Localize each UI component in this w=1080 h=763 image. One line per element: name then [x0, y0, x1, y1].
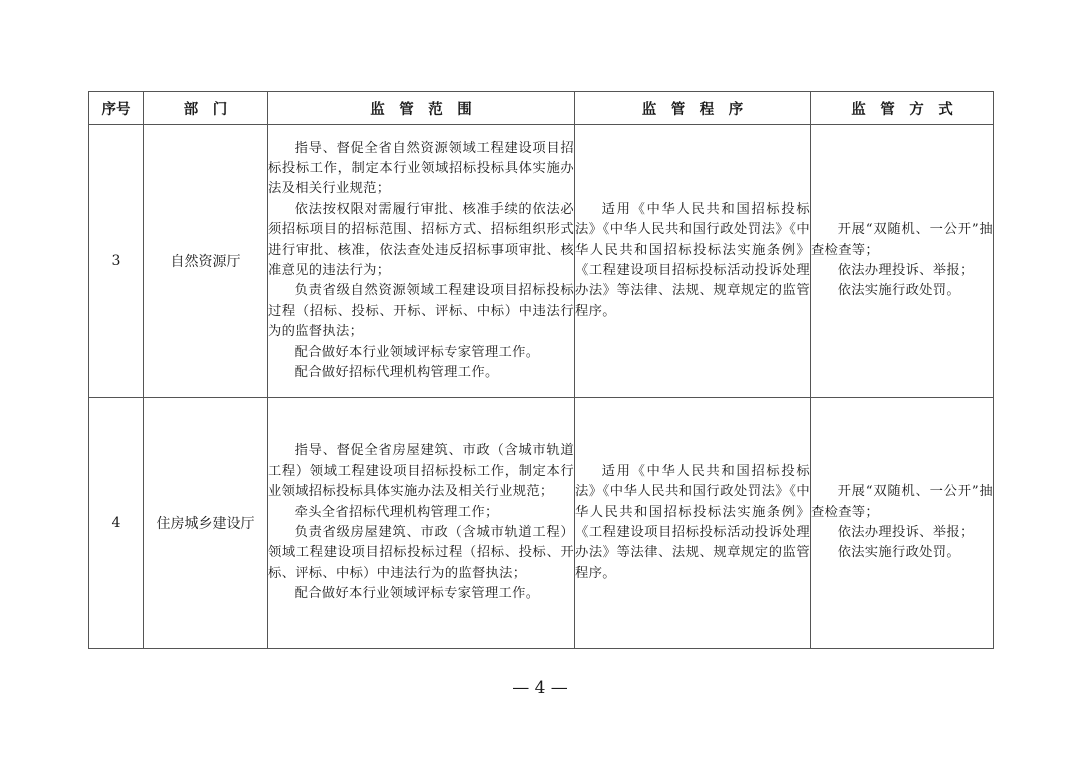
table-row [89, 398, 994, 649]
scope-item: 配合做好本行业领域评标专家管理工作。 [294, 344, 540, 360]
header-row [89, 92, 994, 125]
row-scope [268, 125, 575, 398]
scope-item: 指导、督促全省自然资源领域工程建设项目招标投标工作，制定本行业领域招标投标具体实施办法及相关行业规范； [268, 140, 574, 197]
scope-item: 负责省级自然资源领域工程建设项目招标投标过程（招标、投标、开标、评标、中标）中违法行为的监督执法； [268, 283, 574, 340]
row-method [811, 398, 994, 649]
procedure-text: 适用《中华人民共和国招标投标法》《中华人民共和国行政处罚法》《中华人民共和国招标投标法实施条例》《工程建设项目招标投标活动投诉处理办法》等法律、法规、规章规定的监管程序。 [575, 463, 810, 581]
row-scope [268, 398, 575, 649]
row-method [811, 125, 994, 398]
method-item: 开展“双随机、一公开”抽查检查等； [811, 484, 993, 520]
method-item: 依法办理投诉、举报； [837, 525, 974, 540]
header-method: 监 管 方 式 [811, 92, 994, 125]
scope-item: 配合做好招标代理机构管理工作。 [294, 365, 499, 381]
scope-item: 牵头全省招标代理机构管理工作； [294, 504, 499, 520]
scope-item: 负责省级房屋建筑、市政（含城市轨道工程）领域工程建设项目招标投标过程（招标、投标、开标、评标、中标）中违法行为的监督执法； [268, 525, 574, 581]
table-row [89, 125, 994, 398]
row-serial: 4 [89, 398, 144, 649]
header-procedure: 监 管 程 序 [575, 92, 811, 125]
row-department: 自然资源厅 [144, 125, 268, 398]
scope-item: 指导、督促全省房屋建筑、市政（含城市轨道工程）领域工程建设项目招标投标工作，制定本行业领域招标投标具体实施办法及相关行业规范； [268, 443, 574, 500]
header-department: 部 门 [144, 92, 268, 125]
method-item: 开展“双随机、一公开”抽查检查等； [811, 222, 993, 258]
header-scope: 监 管 范 围 [268, 92, 575, 125]
procedure-text: 适用《中华人民共和国招标投标法》《中华人民共和国行政处罚法》《中华人民共和国招标投标法实施条例》《工程建设项目招标投标活动投诉处理办法》等法律、法规、规章规定的监管程序。 [575, 201, 810, 319]
row-department: 住房城乡建设厅 [144, 398, 268, 649]
row-procedure [575, 125, 811, 398]
scope-item: 依法按权限对需履行审批、核准手续的依法必须招标项目的招标范围、招标方式、招标组织形式进行审批、核准，依法查处违反招标事项审批、核准意见的违法行为； [268, 201, 574, 278]
supervision-table [88, 91, 994, 649]
page-number: — 4 — [512, 678, 568, 698]
method-item: 依法实施行政处罚。 [837, 545, 960, 561]
method-item: 依法实施行政处罚。 [837, 283, 960, 299]
row-serial: 3 [89, 125, 144, 398]
scope-item: 配合做好本行业领域评标专家管理工作。 [294, 586, 540, 602]
row-procedure [575, 398, 811, 649]
method-item: 依法办理投诉、举报； [837, 263, 974, 278]
header-serial: 序号 [89, 92, 144, 125]
